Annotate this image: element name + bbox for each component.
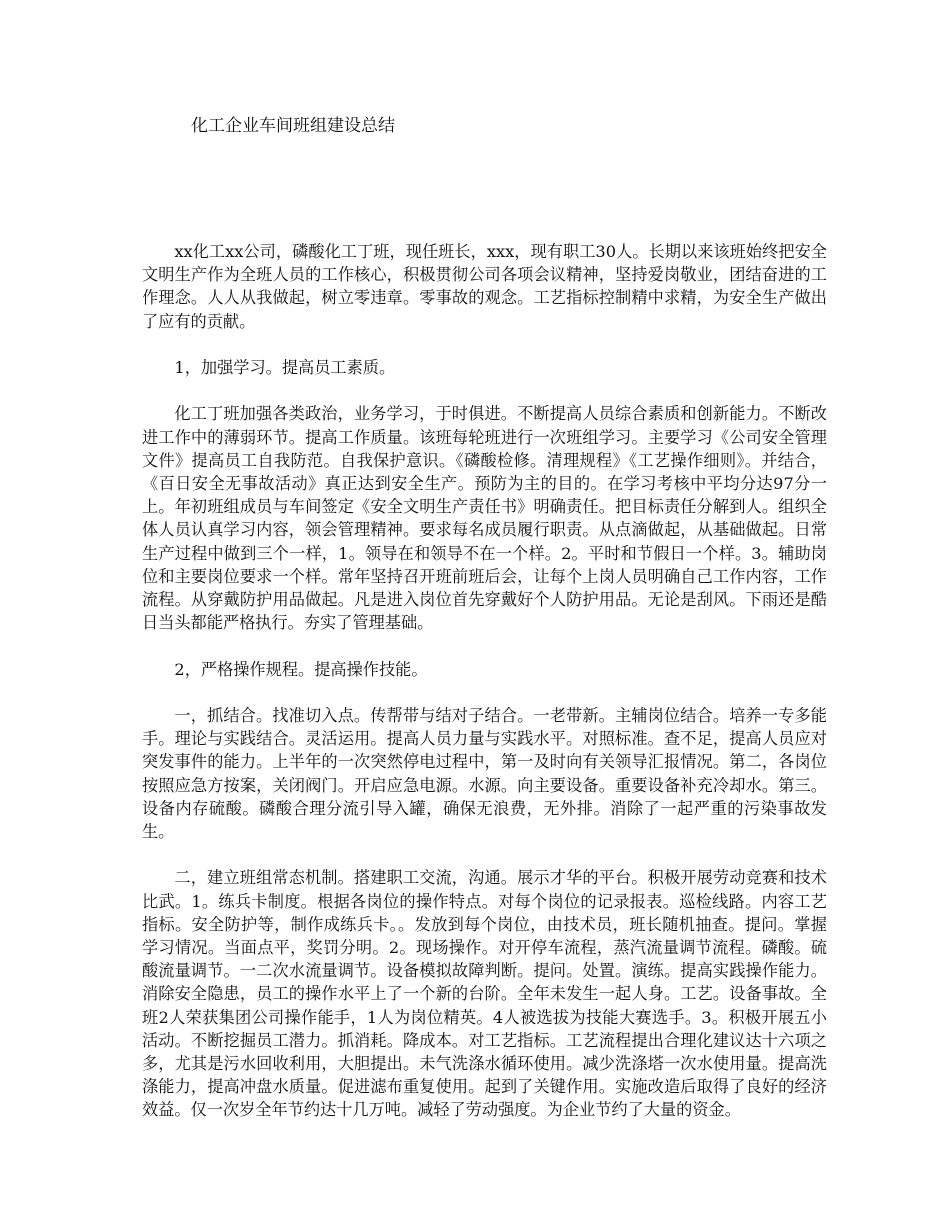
document-body [142, 240, 827, 1145]
paragraph-intro: xx化工xx公司，磷酸化工丁班，现任班长，xxx，现有职工30人。长期以来该班始终把安全文明生产作为全班人员的工作核心，积极贯彻公司各项会议精神，坚持爱岗敬业，团结奋进的工作理念。人人从我做起，树立零违章。零事故的观念。工艺指标控制精中求精，为安全生产做出了应有的贡献。 [142, 242, 827, 331]
paragraph-mechanism: 二，建立班组常态机制。搭建职工交流，沟通。展示才华的平台。积极开展劳动竞赛和技术比武。1。练兵卡制度。根据各岗位的操作特点。对每个岗位的记录报表。巡检线路。内容工艺指标。安全防护等，制作成练兵卡。。发放到每个岗位，由技术员，班长随机抽查。提问。掌握学习情况。当面点平，奖罚分明。2。现场操作。对开停车流程，蒸汽流量调节流程。磷酸。硫酸流量调节。一二次水流量调节。设备模拟故障判断。提问。处置。演练。提高实践操作能力。消除安全隐患，员工的操作水平上了一个新的台阶。全年未发生一起人身。工艺。设备事故。全班2人荣获集团公司操作能手，1人为岗位精英。4人被选拔为技能大赛选手。3。积极开展五小活动。不断挖掘员工潜力。抓消耗。降成本。对工艺指标。工艺流程提出合理化建议达十六项之多，尤其是污水回收利用，大胆提出。未气洗涤水循环使用。减少洗涤塔一次水使用量。提高洗涤能力，提高冲盘水质量。促进滤布重复使用。起到了关键作用。实施改造后取得了良好的经济效益。仅一次岁全年节约达十几万吨。减轻了劳动强度。为企业节约了大量的资金。 [142, 868, 827, 1120]
paragraph-combination: 一，抓结合。找准切入点。传帮带与结对子结合。一老带新。主辅岗位结合。培养一专多能手。理论与实践结合。灵活运用。提高人员力量与实践水平。对照标准。查不足，提高人员应对突发事件的能力。上半年的一次突然停电过程中，第一及时向有关领导汇报情况。第二，各岗位按照应急方按案，关闭阀门。开启应急电源。水源。向主要设备。重要设备补充冷却水。第三。设备内存硫酸。磷酸合理分流引导入罐，确保无浪费，无外排。消除了一起严重的污染事故发生。 [142, 706, 827, 842]
section-heading-2: 2，严格操作规程。提高操作技能。 [174, 659, 428, 679]
paragraph-study: 化工丁班加强各类政治，业务学习，于时俱进。不断提高人员综合素质和创新能力。不断改进工作中的薄弱环节。提高工作质量。该班每轮班进行一次班组学习。主要学习《公司安全管理文件》提高员工自我防范。自我保护意识。《磷酸检修。清理规程》《工艺操作细则》。并结合，《百日安全无事故活动》真正达到安全生产。预防为主的目的。在学习考核中平均分达97分一上。年初班组成员与车间签定《安全文明生产责任书》明确责任。把目标责任分解到人。组织全体人员认真学习内容，领会管理精神。要求每名成员履行职责。从点滴做起，从基础做起。日常生产过程中做到三个一样，1。领导在和领导不在一个样。2。平时和节假日一个样。3。辅助岗位和主要岗位要求一个样。常年坚持召开班前班后会，让每个上岗人员明确自己工作内容，工作流程。从穿戴防护用品做起。凡是进入岗位首先穿戴好个人防护用品。无论是刮风。下雨还是酷日当头都能严格执行。夯实了管理基础。 [142, 404, 827, 633]
section-heading-1: 1，加强学习。提高员工素质。 [174, 358, 396, 377]
document-title: 化工企业车间班组建设总结 [191, 116, 395, 136]
